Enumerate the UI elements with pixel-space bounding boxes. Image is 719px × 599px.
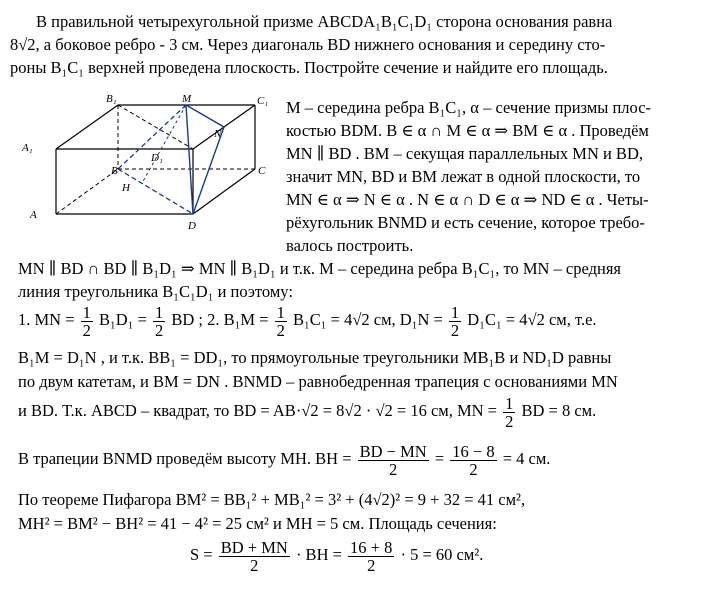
solution-side-line-4: значит MN, BD и BM лежат в одной плоскости, то (286, 167, 641, 186)
step1-post: D₁C₁ = 4√2 см, т.е. (467, 310, 597, 329)
problem-line-2: 8√2, а боковое ребро - 3 см. Через диагональ BD нижнего основания и середину сто- (10, 35, 606, 54)
solution-side-line-5: MN ∈ α ⇒ N ∈ α . N ∈ α ∩ D ∈ α ⇒ ND ∈ α . Четы- (286, 190, 649, 209)
label-d1: D₁ (151, 152, 163, 164)
label-h: H (122, 182, 130, 194)
height-post: = 4 см. (502, 449, 551, 468)
solution-side-line-1: M – середина ребра B₁C₁, α – сечение призмы плос- (286, 98, 652, 117)
area-post: · 5 = 60 см². (400, 545, 484, 564)
step1-mid2: BD ; 2. B₁M = (171, 310, 269, 329)
solution-side-line-6: рёхугольник BNMD и есть сечение, которое требо- (286, 213, 645, 232)
square-pre: и BD. Т.к. ABCD – квадрат, то BD = AB·√2 = 8√2 · √2 = 16 см, MN = (18, 401, 497, 420)
label-n: N (214, 128, 222, 140)
problem-line-3: роны B₁C₁ верхней проведена плоскость. Постройте сечение и найдите его площадь. (10, 58, 608, 77)
solution-step-1 (18, 301, 597, 339)
solution-side-line-7: валось построить. (286, 236, 414, 255)
label-c: C (258, 165, 266, 177)
height-pre: В трапеции BNMD проведём высоту MH. BH = (18, 449, 352, 468)
height-eq: = (434, 449, 445, 468)
problem-line-1: В правильной четырехугольной призме ABCDA₁B₁C₁D₁ сторона основания равна (36, 12, 613, 31)
solution-triangles-line: B₁M = D₁N , и т.к. BB₁ = DD₁, то прямоугольные треугольники MB₁B и ND₁D равны (18, 348, 612, 367)
label-c1: C₁ (257, 95, 269, 107)
fraction-area-value: $\frac{16 + 8}{2}$ (350, 537, 393, 575)
fraction-area: $\frac{BD + MN}{2}$ (220, 537, 288, 575)
fraction-half: $\frac{1}{2}$ (155, 302, 164, 340)
prism-figure (18, 92, 280, 242)
solution-side-line-3: MN ∥ BD . BM – секущая параллельных MN и BD, (286, 144, 643, 163)
fraction-half: $\frac{1}{2}$ (505, 393, 514, 431)
solution-side-line-2: костью BDM. B ∈ α ∩ M ∈ α ⇒ BM ∈ α . Проведём (286, 121, 649, 140)
square-post: BD = 8 см. (521, 401, 597, 420)
solution-parallel-line: MN ∥ BD ∩ BD ∥ B₁D₁ ⇒ MN ∥ B₁D₁ и т.к. M – середина ребра B₁C₁, то MN – средняя (18, 259, 622, 278)
label-m: M (182, 93, 192, 105)
label-d: D (188, 220, 196, 232)
label-a: A (30, 209, 37, 221)
solution-square-line (18, 392, 596, 430)
label-a1: A₁ (22, 142, 33, 154)
solution-pythagoras-line: По теореме Пифагора BM² = BB₁² + MB₁² = 3² + (4√2)² = 9 + 32 = 41 см², (18, 490, 526, 509)
fraction-bh: $\frac{BD - MN}{2}$ (359, 441, 427, 479)
label-b: B (111, 165, 118, 177)
fraction-bh-value: $\frac{16 - 8}{2}$ (452, 441, 495, 479)
step1-mid3: B₁C₁ = 4√2 см, D₁N = (293, 310, 443, 329)
step1-pre: 1. MN = (18, 310, 75, 329)
fraction-half: $\frac{1}{2}$ (276, 302, 285, 340)
solution-area-line (190, 536, 483, 574)
step1-mid1: B₁D₁ = (99, 310, 147, 329)
solution-mh-line: MH² = BM² − BH² = 41 − 4² = 25 см² и MH = 5 см. Площадь сечения: (18, 514, 497, 533)
solution-height-line (18, 440, 550, 478)
solution-midline-line: линия треугольника B₁C₁D₁ и поэтому: (18, 282, 293, 301)
area-mid: · BH = (295, 545, 342, 564)
fraction-half: $\frac{1}{2}$ (450, 302, 460, 340)
area-pre: S = (190, 545, 213, 564)
label-b1: B₁ (106, 93, 117, 105)
solution-trapezoid-line: по двум катетам, и BM = DN . BNMD – равнобедренная трапеция с основаниями MN (18, 372, 618, 391)
fraction-half: $\frac{1}{2}$ (82, 302, 91, 340)
